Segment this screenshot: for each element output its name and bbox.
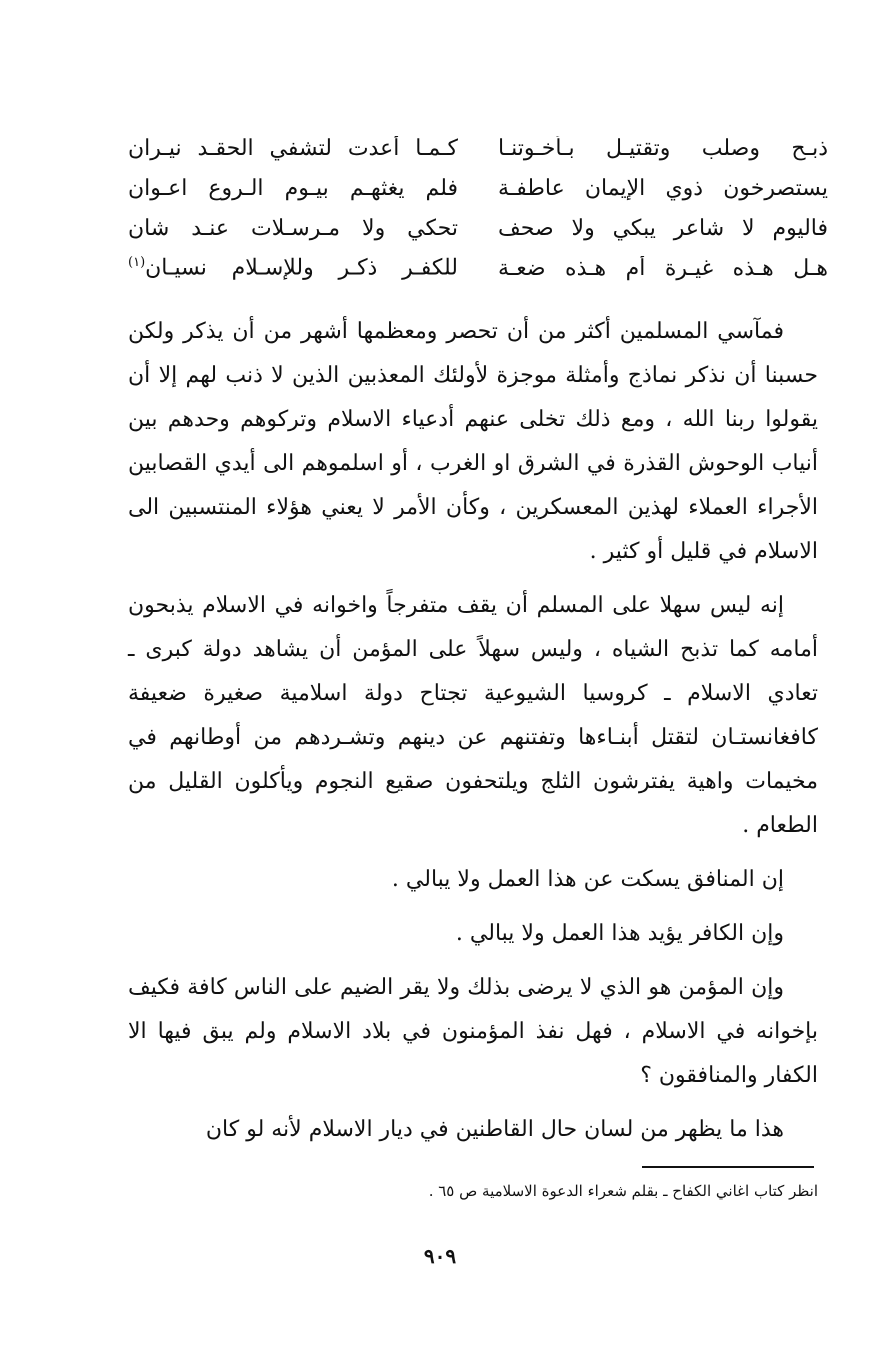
paragraph: إنه ليس سهلا على المسلم أن يقف متفرجاً واخوانه في الاسلام يذبحون أمامه كما تذبح الشياه ، وليس سهلاً على المؤمن أن يشاهد دولة كبرى ـ تعادي الاسلام ـ كروسيا الشيوعية تجتاح دولة اسلامية صغيرة ضعيفة كافغانستـان لتقتل أبنـاءها وتفتنهم عن دينهم وتشـردهم من أوطانهم في مخيمات واهية يفترشون الثلج ويلتحفون صقيع النجوم ويأكلون القليل من الطعام . — [128, 593, 818, 838]
body-text — [128, 310, 818, 1162]
verse-second-hemistich: كـمـا أعدت لتشفي الحقـد نيـران — [128, 135, 458, 161]
poem-verse — [128, 208, 828, 248]
verse-first-hemistich: هـل هـذه غيـرة أم هـذه ضعـة — [498, 255, 828, 281]
verse-first-hemistich: ذبـح وصلب وتقتيـل بـأخـوتنـا — [498, 135, 828, 161]
poem-verse — [128, 248, 828, 288]
paragraph: هذا ما يظهر من لسان حال القاطنين في ديار الاسلام لأنه لو كان — [205, 1117, 784, 1142]
page-number: ٩٠٩ — [423, 1244, 457, 1268]
verse-second-hemistich — [128, 255, 458, 280]
poem-block — [128, 128, 828, 288]
footnote: انظر كتاب اغاني الكفاح ـ بقلم شعراء الدعوة الاسلامية ص ٦٥ . — [428, 1182, 818, 1200]
poem-verse — [128, 168, 828, 208]
paragraph: وإن الكافر يؤيد هذا العمل ولا يبالي . — [455, 921, 784, 946]
verse-first-hemistich: يستصرخون ذوي الإيمان عاطفـة — [498, 175, 828, 201]
verse-second-hemistich: تحكي ولا مـرسـلات عنـد شان — [128, 215, 458, 241]
paragraph: إن المنافق يسكت عن هذا العمل ولا يبالي . — [391, 867, 784, 892]
footnote-marker: (١) — [128, 255, 146, 271]
verse-first-hemistich: فاليوم لا شاعر يبكي ولا صحف — [498, 215, 828, 241]
paragraph: فمآسي المسلمين أكثر من أن تحصر ومعظمها أشهر من أن يذكر ولكن حسبنا أن نذكر نماذج وأمثلة موجزة لأولئك المعذبين الذين لا ذنب لهم إلا أن يقولوا ربنا الله ، ومع ذلك تخلى عنهم أدعياء الاسلام وتركوهم وحدهم بين أنياب الوحوش القذرة في الشرق او الغرب ، أو اسلموهم الى أيدي القصابين الأجراء العملاء لهذين المعسكرين ، وكأن الأمر لا يعني هؤلاء المنتسبين الى الاسلام في قليل أو كثير . — [128, 319, 818, 564]
verse-text: للكفـر ذكـر وللإسـلام نسيـان — [145, 255, 458, 281]
poem-verse — [128, 128, 828, 168]
footnote-divider — [642, 1166, 814, 1168]
verse-second-hemistich: فلم يغثهـم بيـوم الـروع اعـوان — [128, 175, 458, 201]
paragraph: وإن المؤمن هو الذي لا يرضى بذلك ولا يقر الضيم على الناس كافة فكيف بإخوانه في الاسلام ، فهل نفذ المؤمنون في بلاد الاسلام ولم يبق فيها الا الكفار والمنافقون ؟ — [128, 975, 818, 1088]
